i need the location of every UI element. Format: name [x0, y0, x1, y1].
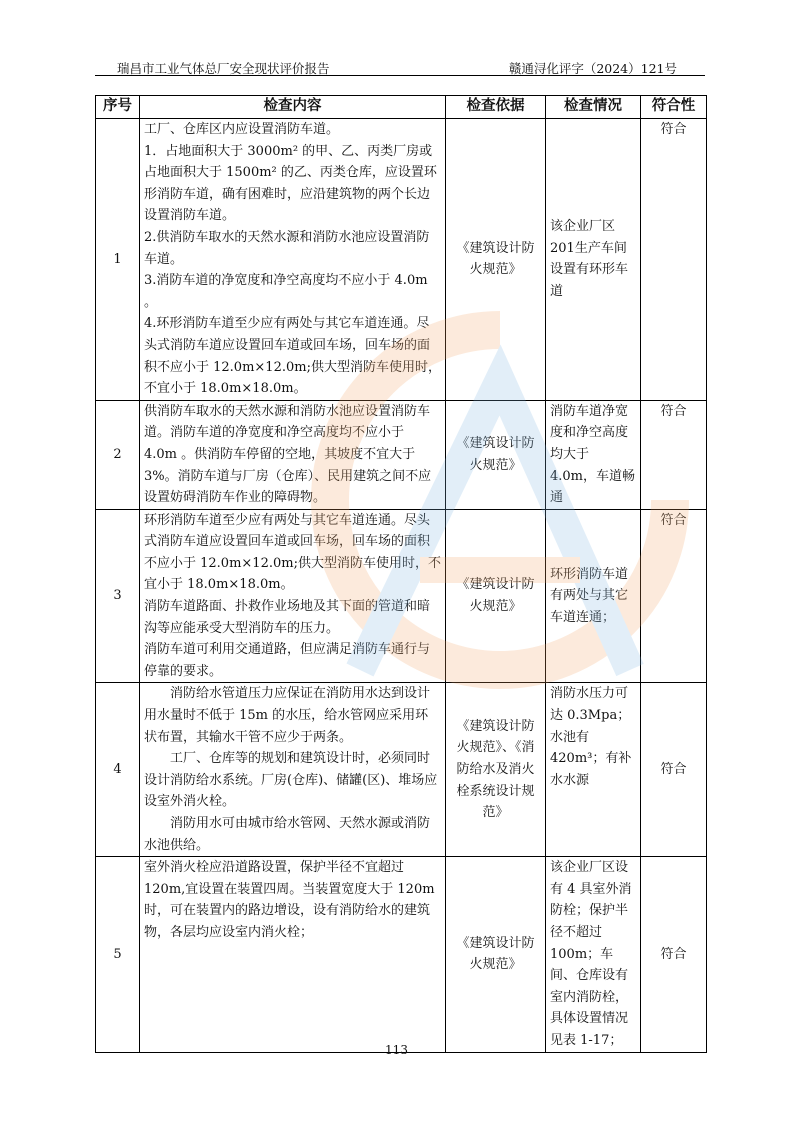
content-line: 消防给水管道压力应保证在消防用水达到设计用水量时不低于 15m 的水压，给水管网应采用环状布置，其输水干管不应少于两条。 [144, 686, 431, 745]
col-header-no: 序号 [96, 96, 140, 119]
content-line: 工厂、仓库区内应设置消防车道。 [144, 122, 340, 137]
page-number: 113 [385, 1043, 408, 1057]
row-basis: 《建筑设计防火规范》 [446, 857, 546, 1052]
row-content [140, 683, 446, 857]
row-status: 该企业厂区201生产车间设置有环形车道 [546, 119, 641, 401]
row-number: 3 [96, 509, 140, 683]
row-result: 符合 [641, 509, 707, 683]
row-basis: 《建筑设计防火规范》 [446, 509, 546, 683]
row-status: 消防车道净宽度和净空高度均大于 4.0m，车道畅通 [546, 400, 641, 509]
content-line: 消防用水可由城市给水管网、天然水源或消防水池供给。 [144, 816, 431, 853]
table-header-row [96, 96, 707, 119]
content-line: 供消防车取水的天然水源和消防水池应设置消防车道。消防车道的净宽度和净空高度均不应小于 4.0m 。供消防车停留的空地，其坡度不宜大于 3%。消防车道与厂房（仓库）、民用建筑之间不应设置妨碍消防车作业的障碍物。 [144, 403, 432, 506]
row-content [140, 509, 446, 683]
row-result: 符合 [641, 683, 707, 857]
row-basis: 《建筑设计防火规范》 [446, 400, 546, 509]
row-result: 符合 [641, 857, 707, 1052]
page-header [95, 57, 705, 76]
row-content [140, 857, 446, 1052]
content-line: 1．占地面积大于 3000m² 的甲、乙、丙类厂房或占地面积大于 1500m² 的乙、丙类仓库，应设置环形消防车道，确有困难时，应沿建筑物的两个长边设置消防车道。 [144, 143, 437, 224]
table-row [96, 683, 707, 857]
table-row [96, 509, 707, 683]
content-line: 4.环形消防车道至少应有两处与其它车道连通。尽头式消防车道应设置回车道或回车场，回车场的面积不应小于 12.0m×12.0m;供大型消防车使用时，不宜小于 18.0m×18.0m。 [144, 316, 441, 397]
report-number: 赣通浔化评字（2024）121号 [508, 61, 677, 76]
col-header-basis: 检查依据 [446, 96, 546, 119]
content-line: 2.供消防车取水的天然水源和消防水池应设置消防车道。 [144, 229, 430, 267]
row-result: 符合 [641, 119, 707, 401]
content-line: 消防车道路面、扑救作业场地及其下面的管道和暗沟等应能承受大型消防车的压力。 [144, 599, 431, 636]
table-row [96, 119, 707, 401]
report-title: 瑞昌市工业气体总厂安全现状评价报告 [117, 61, 330, 76]
content-line: 工厂、仓库等的规划和建筑设计时，必须同时设计消防给水系统。厂房(仓库)、储罐(区)、堆场应设室外消火栓。 [144, 751, 438, 810]
row-number: 4 [96, 683, 140, 857]
row-number: 5 [96, 857, 140, 1052]
row-basis: 《建筑设计防火规范》 [446, 119, 546, 401]
col-header-status: 检查情况 [546, 96, 641, 119]
content-line: 消防车道可利用交通道路，但应满足消防车通行与停靠的要求。 [144, 642, 431, 679]
content-line: 环形消防车道至少应有两处与其它车道连通。尽头式消防车道应设置回车道或回车场，回车场的面积不应小于 12.0m×12.0m;供大型消防车使用时，不宜小于 18.0m×18.0m。 [144, 512, 441, 593]
col-header-content: 检查内容 [140, 96, 446, 119]
content-line: 3.消防车道的净宽度和净空高度均不应小于 4.0m 。 [144, 273, 428, 310]
row-status: 环形消防车道有两处与其它车道连通； [546, 509, 641, 683]
row-content [140, 400, 446, 509]
inspection-table [95, 95, 707, 1053]
row-result: 符合 [641, 400, 707, 509]
col-header-result: 符合性 [641, 96, 707, 119]
row-number: 2 [96, 400, 140, 509]
table-row [96, 857, 707, 1052]
table-row [96, 400, 707, 509]
row-status: 该企业厂区设有 4 具室外消防栓；保护半径不超过 100m；车间、仓库设有室内消防栓，具体设置情况见表 1-17； [546, 857, 641, 1052]
row-status: 消防水压力可达 0.3Mpa；水池有 420m³；有补水水源 [546, 683, 641, 857]
row-content [140, 119, 446, 401]
row-basis: 《建筑设计防火规范》、《消防给水及消火栓系统设计规范》 [446, 683, 546, 857]
content-line: 室外消火栓应沿道路设置，保护半径不宜超过 120m,宜设置在装置四周。当装置宽度大于 120m 时，可在装置内的路边增设，设有消防给水的建筑物，各层均应设室内消火栓； [144, 860, 435, 940]
row-number: 1 [96, 119, 140, 401]
